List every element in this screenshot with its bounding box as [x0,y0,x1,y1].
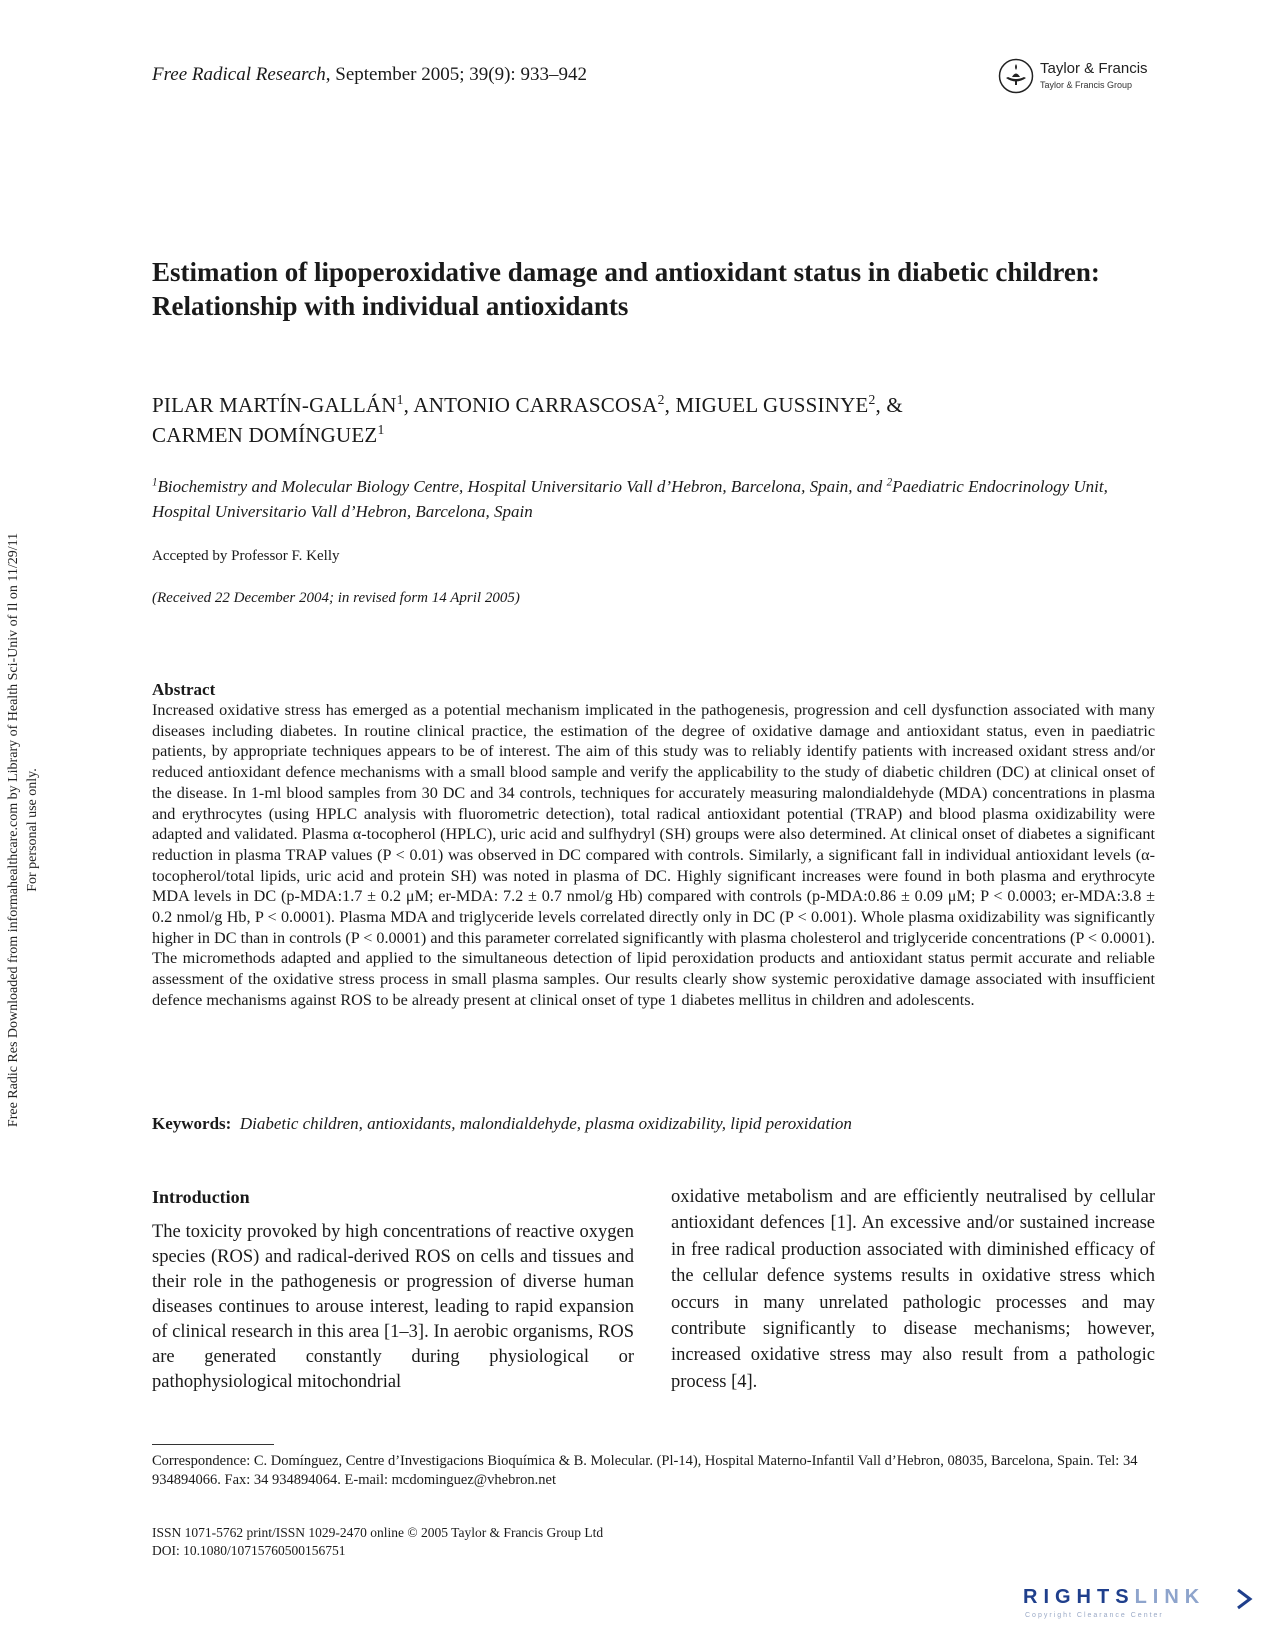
rightslink-logo[interactable] [1023,1584,1255,1628]
journal-details: , September 2005; 39(9): 933–942 [325,64,587,85]
rightslink-word-dark: RIGHTS [1023,1586,1135,1608]
author-separator: , & [875,393,903,417]
affiliation-text: Biochemistry and Molecular Biology Centre, Hospital Universitario Vall d’Hebron, Barcelona, Spain, and [157,477,887,496]
publisher-logo [998,58,1158,98]
author-affiliation-mark: 1 [396,392,404,407]
abstract-heading: Abstract [152,680,216,699]
abstract-text: Increased oxidative stress has emerged as a potential mechanism implicated in the pathogenesis, progression and cell dysfunction associated with many diseases including diabetes. In routine clinical practice, the estimation of the degree of oxidative damage and antioxidant status, even in paediatric patients, by appropriate techniques appears to be of interest. The aim of this study was to reliably identify patients with increased oxidant stress and/or reduced antioxidant defence mechanisms with a small blood sample and verify the applicability to the study of diabetic children (DC) at clinical onset of the disease. In 1-ml blood samples from 30 DC and 34 controls, techniques for accurately measuring malondialdehyde (MDA) concentrations in plasma and erythrocytes (using HPLC analysis with fluorometric detection), total radical antioxidant potential (TRAP) and blood plasma oxidizability were adapted and validated. Plasma α-tocopherol (HPLC), uric acid and sulfhydryl (SH) groups were also determined. At clinical onset of diabetes a significant reduction in plasma TRAP values (P < 0.01) was observed in DC compared with controls. Similarly, a significant fall in individual antioxidant levels (α-tocopherol/total lipids, uric acid and protein SH) was noted in plasma of DC. Highly significant increases were found in both plasma and erythrocyte MDA levels in DC (p-MDA:1.7 ± 0.2 μM; er-MDA: 7.2 ± 0.7 nmol/g Hb) compared with controls (p-MDA:0.86 ± 0.09 μM; P < 0.0003; er-MDA:3.8 ± 0.2 nmol/g Hb, P < 0.0001). Plasma MDA and triglyceride levels correlated directly only in DC (P < 0.001). Whole plasma oxidizability was significantly higher in DC than in controls (P < 0.0001) and this parameter correlated significantly with plasma cholesterol and triglyceride concentrations (P < 0.0001). The micromethods adapted and applied to the simultaneous detection of lipid peroxidation products and antioxidant status permit accurate and reliable assessment of the oxidative stress process in small plasma samples. Our results clearly show systemic peroxidative damage associated with insufficient defence mechanisms against ROS to be already present at clinical onset of type 1 diabetes mellitus in children and adolescents. [152,701,1155,1009]
rightslink-chevron-icon [1235,1588,1253,1610]
keywords-list: Diabetic children, antioxidants, malondialdehyde, plasma oxidizability, lipid peroxidation [239,1114,852,1133]
introduction-right-column: oxidative metabolism and are efficiently neutralised by cellular antioxidant defences [1]. An excessive and/or sustained increase in free radical production associated with diminished efficacy of the cellular defence systems results in oxidative stress which occurs in many unrelated pathologic processes and may contribute significantly to disease mechanisms; however, increased oxidative stress may also result from a pathologic process [4]. [671,1187,1155,1392]
journal-name: Free Radical Research [152,64,326,85]
rightslink-wordmark [1023,1586,1205,1609]
author-name: ANTONIO CARRASCOSA [413,393,658,417]
rightslink-tagline: Copyright Clearance Center [1025,1612,1164,1619]
watermark-line-1: Free Radic Res Downloaded from informahealthcare.com by Library of Health Sci-Univ of Il on 11/29/11 [6,532,21,1128]
affiliation-text: Paediatric Endocrinology Unit, Hospital Universitario Vall d’Hebron, Barcelona, Spain [152,477,1108,521]
correspondence-note: Correspondence: C. Domínguez, Centre d’Investigacions Bioquímica & B. Molecular. (Pl-14), Hospital Materno-Infantil Vall d’Hebron, 08035, Barcelona, Spain. Tel: 34 934894066. Fax: 34 934894064. E-mail: mcdominguez@vhebron.net [152,1453,1138,1488]
publisher-lamp-icon [998,58,1034,94]
download-watermark [0,480,40,1180]
journal-citation [152,64,587,86]
rightslink-word-light: LINK [1134,1586,1206,1608]
footnote-divider [152,1444,274,1445]
author-name: PILAR MARTÍN-GALLÁN [152,393,397,417]
author-list [152,390,1152,450]
author-name: CARMEN DOMÍNGUEZ [152,423,378,447]
author-affiliation-mark: 2 [868,392,876,407]
affiliations [152,474,1162,524]
affiliation-number: 1 [152,476,158,489]
keywords [152,1114,1155,1134]
author-affiliation-mark: 1 [377,422,385,437]
keywords-label: Keywords: [152,1114,232,1133]
publisher-group: Taylor & Francis Group [1040,80,1133,90]
received-dates: (Received 22 December 2004; in revised form 14 April 2005) [152,590,520,606]
affiliation-number: 2 [886,476,893,489]
issn-line: ISSN 1071-5762 print/ISSN 1029-2470 online © 2005 Taylor & Francis Group Ltd [152,1525,604,1540]
publisher-name: Taylor & Francis [1040,60,1148,77]
doi-line: DOI: 10.1080/10715760500156751 [152,1543,346,1558]
accepted-by: Accepted by Professor F. Kelly [152,548,340,564]
article-title: Estimation of lipoperoxidative damage and antioxidant status in diabetic children: Relationship with individual antioxidants [152,257,1100,321]
author-separator: , [664,393,676,417]
introduction-left-column: The toxicity provoked by high concentrations of reactive oxygen species (ROS) and radical-derived ROS on cells and tissues and their role in the pathogenesis or progression of diverse human diseases continues to arouse interest, leading to rapid expansion of clinical research in this area [1–3]. In aerobic organisms, ROS are generated constantly during physiological or pathophysiological mitochondrial [152,1222,634,1392]
author-separator: , [403,393,414,417]
watermark-line-2: For personal use only. [25,768,40,892]
author-affiliation-mark: 2 [657,392,665,407]
author-name: MIGUEL GUSSINYE [675,393,869,417]
issn-doi-block [152,1524,603,1560]
introduction-heading: Introduction [152,1187,250,1207]
